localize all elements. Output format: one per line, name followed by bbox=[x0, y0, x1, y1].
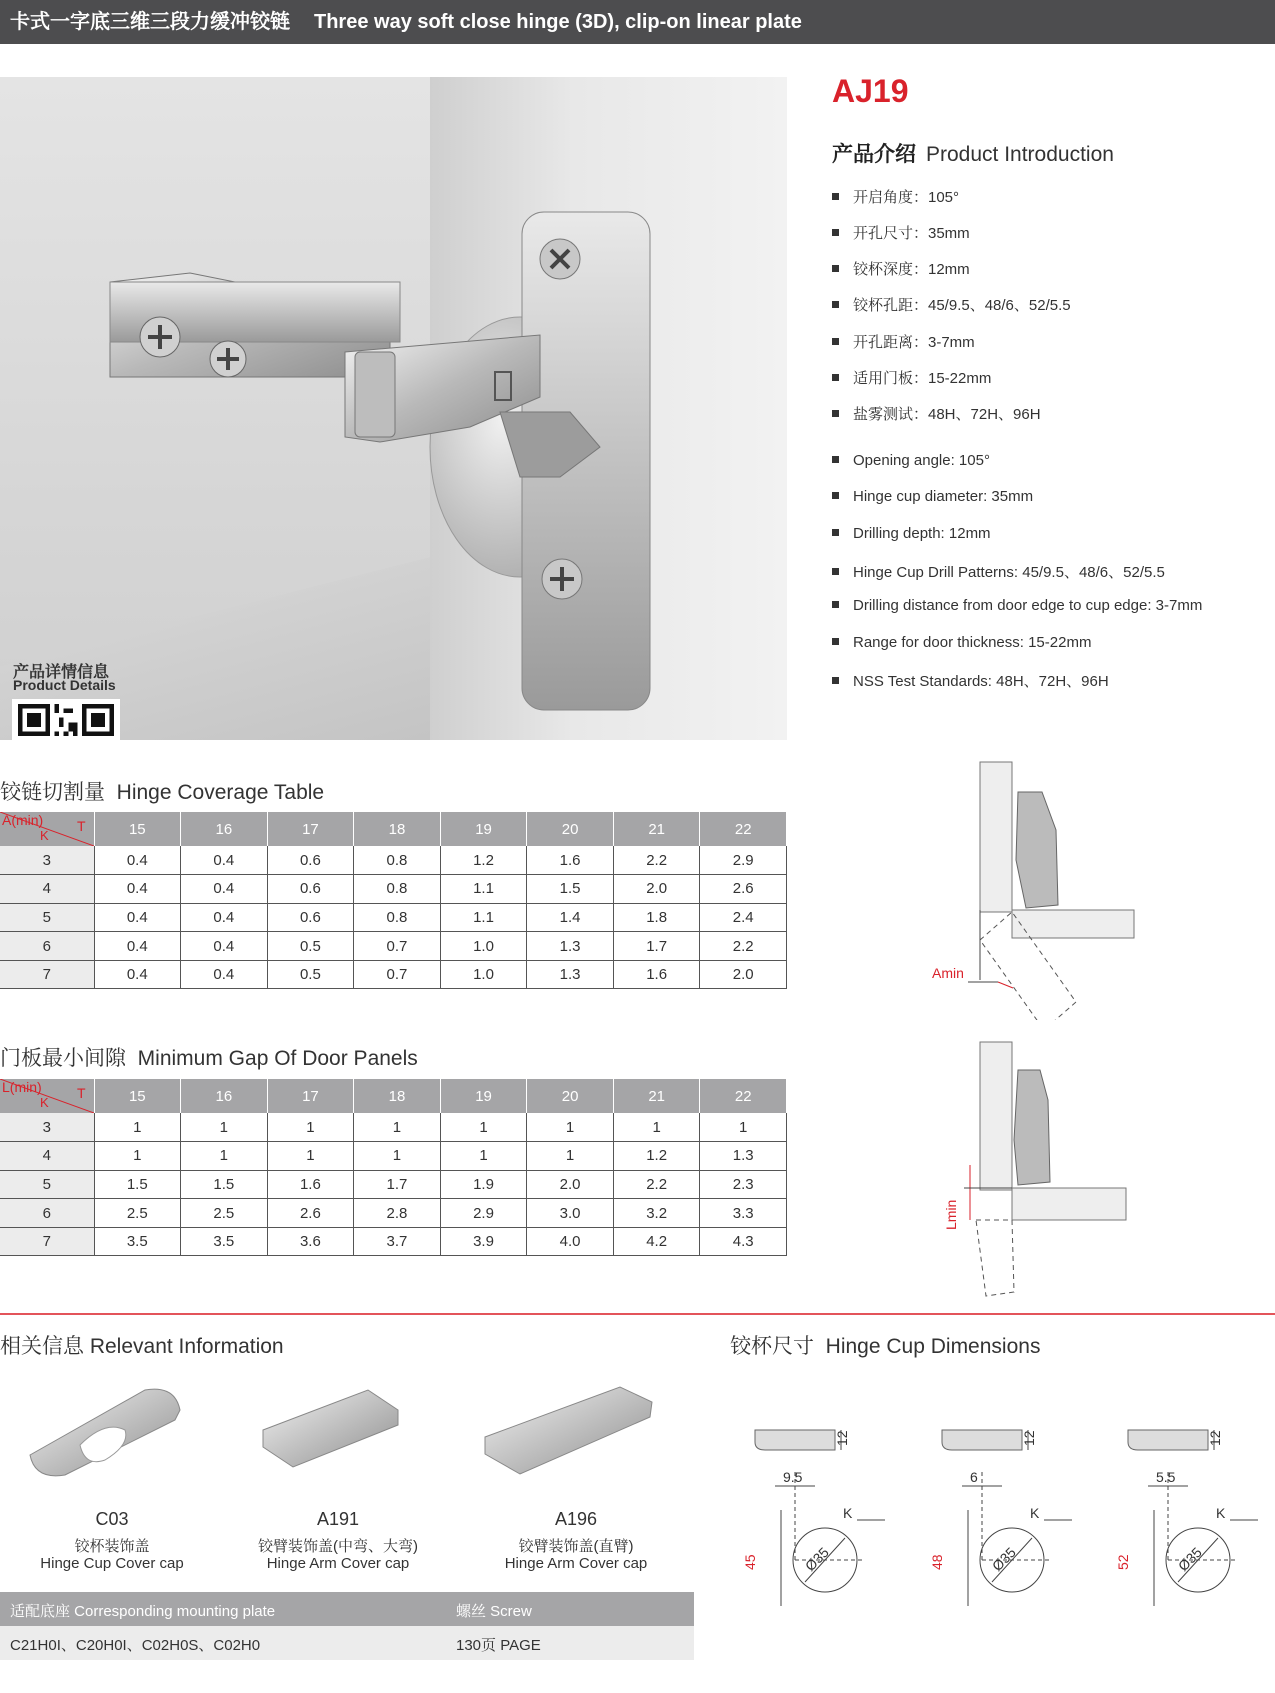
mount-table-row bbox=[0, 1626, 694, 1660]
table-corner bbox=[0, 812, 94, 846]
cup-offset-label: 5.5 bbox=[1156, 1469, 1176, 1485]
cap-name-en: Hinge Arm Cover cap bbox=[504, 1555, 648, 1572]
table-row bbox=[0, 960, 787, 989]
table-cell: 0.8 bbox=[354, 875, 441, 904]
table-cell: 2.3 bbox=[700, 1170, 787, 1199]
table-cell: 1.3 bbox=[527, 960, 614, 989]
table-cell: 2.8 bbox=[354, 1199, 441, 1228]
cap-name-en: Hinge Cup Cover cap bbox=[40, 1555, 184, 1572]
spec-item: 开孔距离：3-7mm bbox=[832, 331, 975, 352]
cup-dimension-drawing bbox=[735, 1410, 895, 1610]
cup-k-label: K bbox=[1216, 1505, 1226, 1521]
table-cell: 1.7 bbox=[354, 1170, 441, 1199]
coverage-title-cn: 铰链切割量 bbox=[0, 781, 105, 804]
corner-t-label: T bbox=[76, 1085, 86, 1101]
cup-offset-label: 6 bbox=[970, 1469, 978, 1485]
header-title-en: Three way soft close hinge (3D), clip-on linear plate bbox=[314, 11, 802, 33]
amin-label: Amin bbox=[932, 965, 964, 981]
table-cell: 0.4 bbox=[94, 903, 181, 932]
cup-dimension-drawing bbox=[1108, 1410, 1268, 1610]
table-cell: 1.5 bbox=[94, 1170, 181, 1199]
intro-title-cn: 产品介绍 bbox=[832, 143, 916, 166]
corner-k-label: K bbox=[40, 828, 49, 843]
column-header: 22 bbox=[700, 812, 787, 846]
column-header: 18 bbox=[354, 1079, 441, 1113]
product-photo bbox=[0, 77, 787, 740]
corner-k-label: K bbox=[40, 1095, 49, 1110]
cap-name-cn: 铰杯装饰盖 bbox=[74, 1538, 150, 1555]
corner-row-label: A(min) bbox=[2, 812, 44, 828]
header-title-cn: 卡式一字底三维三段力缓冲铰链 bbox=[10, 11, 290, 33]
table-row bbox=[0, 846, 787, 875]
table-cell: 1 bbox=[613, 1113, 700, 1142]
column-header: 16 bbox=[181, 1079, 268, 1113]
table-cell: 0.4 bbox=[94, 875, 181, 904]
table-cell: 0.4 bbox=[181, 960, 268, 989]
spec-item: 盐雾测试：48H、72H、96H bbox=[832, 403, 1041, 424]
table-cell: 1.8 bbox=[613, 903, 700, 932]
table-cell: 1 bbox=[354, 1142, 441, 1171]
cap-name-en: Hinge Arm Cover cap bbox=[266, 1555, 410, 1572]
table-row bbox=[0, 1113, 787, 1142]
table-cell: 1 bbox=[700, 1113, 787, 1142]
table-row bbox=[0, 1227, 787, 1256]
mount-value: C21H0I、C20H0I、C02H0S、C02H0 bbox=[10, 1637, 261, 1654]
column-header: 22 bbox=[700, 1079, 787, 1113]
mount-table-header bbox=[0, 1592, 694, 1626]
spec-item: 开启角度：105° bbox=[832, 186, 959, 207]
table-cell: 1.7 bbox=[613, 932, 700, 961]
table-cell: 2.6 bbox=[267, 1199, 354, 1228]
table-cell: 1 bbox=[267, 1113, 354, 1142]
cup-dimension-drawing bbox=[922, 1410, 1082, 1610]
qr-code[interactable] bbox=[12, 699, 120, 740]
row-header-cell: 6 bbox=[0, 932, 94, 961]
table-cell: 4.3 bbox=[700, 1227, 787, 1256]
table-cell: 1 bbox=[94, 1113, 181, 1142]
cup-k-label: K bbox=[843, 1505, 853, 1521]
table-cell: 2.6 bbox=[700, 875, 787, 904]
table-cell: 2.0 bbox=[613, 875, 700, 904]
table-row bbox=[0, 1170, 787, 1199]
table-cell: 0.8 bbox=[354, 903, 441, 932]
row-header-cell: 4 bbox=[0, 875, 94, 904]
column-header: 20 bbox=[527, 812, 614, 846]
column-header: 16 bbox=[181, 812, 268, 846]
table-cell: 0.7 bbox=[354, 960, 441, 989]
spec-item: Drilling distance from door edge to cup edge: 3-7mm bbox=[832, 597, 1202, 614]
table-cell: 2.9 bbox=[440, 1199, 527, 1228]
table-cell: 1 bbox=[440, 1113, 527, 1142]
product-details-label-cn: 产品详情信息 bbox=[13, 664, 110, 681]
table-cell: 1.0 bbox=[440, 960, 527, 989]
cup-depth-label: 12 bbox=[834, 1430, 850, 1446]
cap-name-cn: 铰臂装饰盖(直臂) bbox=[518, 1538, 634, 1555]
table-row bbox=[0, 875, 787, 904]
column-header: 21 bbox=[613, 812, 700, 846]
table-cell: 2.2 bbox=[613, 1170, 700, 1199]
table-cell: 1 bbox=[527, 1142, 614, 1171]
gap-table bbox=[0, 1079, 787, 1256]
gap-title-cn: 门板最小间隙 bbox=[0, 1047, 126, 1070]
column-header: 19 bbox=[440, 812, 527, 846]
cap-code: C03 bbox=[95, 1509, 129, 1529]
table-cell: 1.2 bbox=[613, 1142, 700, 1171]
table-cell: 1 bbox=[440, 1142, 527, 1171]
table-cell: 0.5 bbox=[267, 932, 354, 961]
page-header bbox=[0, 0, 1275, 44]
table-cell: 2.9 bbox=[700, 846, 787, 875]
spec-item: Hinge Cup Drill Patterns: 45/9.5、48/6、52/5.5 bbox=[832, 561, 1165, 582]
table-cell: 1.1 bbox=[440, 875, 527, 904]
gap-diagram bbox=[930, 1040, 1130, 1300]
spec-item: 铰杯孔距：45/9.5、48/6、52/5.5 bbox=[832, 294, 1071, 315]
table-cell: 2.2 bbox=[613, 846, 700, 875]
spec-item: 铰杯深度：12mm bbox=[832, 258, 970, 279]
column-header: 17 bbox=[267, 812, 354, 846]
row-header-cell: 5 bbox=[0, 1170, 94, 1199]
table-cell: 1.0 bbox=[440, 932, 527, 961]
row-header-cell: 4 bbox=[0, 1142, 94, 1171]
table-cell: 1 bbox=[181, 1142, 268, 1171]
table-cell: 1 bbox=[181, 1113, 268, 1142]
screw-value: 130页 PAGE bbox=[456, 1637, 541, 1654]
cup-distance-label: 52 bbox=[1115, 1554, 1131, 1570]
cup-distance-label: 45 bbox=[742, 1554, 758, 1570]
cup-diameter-label: Ø35 bbox=[801, 1544, 832, 1575]
table-cell: 3.5 bbox=[181, 1227, 268, 1256]
table-row bbox=[0, 932, 787, 961]
lmin-label: Lmin bbox=[943, 1199, 959, 1230]
cup-diameter-label: Ø35 bbox=[1174, 1544, 1205, 1575]
table-cell: 0.4 bbox=[94, 846, 181, 875]
row-header-cell: 5 bbox=[0, 903, 94, 932]
intro-title-en: Product Introduction bbox=[926, 143, 1114, 166]
table-cell: 1.4 bbox=[527, 903, 614, 932]
table-cell: 3.7 bbox=[354, 1227, 441, 1256]
coverage-diagram bbox=[908, 760, 1138, 1020]
table-cell: 2.0 bbox=[700, 960, 787, 989]
table-cell: 3.0 bbox=[527, 1199, 614, 1228]
table-cell: 3.3 bbox=[700, 1199, 787, 1228]
table-row bbox=[0, 1142, 787, 1171]
table-cell: 0.4 bbox=[94, 960, 181, 989]
spec-item: Range for door thickness: 15-22mm bbox=[832, 634, 1091, 651]
table-cell: 2.0 bbox=[527, 1170, 614, 1199]
column-header: 20 bbox=[527, 1079, 614, 1113]
coverage-title-en: Hinge Coverage Table bbox=[116, 781, 325, 804]
column-header: 18 bbox=[354, 812, 441, 846]
a196-cap-image bbox=[480, 1382, 655, 1482]
cup-k-label: K bbox=[1030, 1505, 1040, 1521]
row-header-cell: 3 bbox=[0, 1113, 94, 1142]
table-cell: 1.5 bbox=[527, 875, 614, 904]
coverage-table bbox=[0, 812, 787, 989]
cup-offset-label: 9.5 bbox=[783, 1469, 803, 1485]
screw-header-label: 螺丝 Screw bbox=[456, 1603, 532, 1620]
cup-dims-title-en: Hinge Cup Dimensions bbox=[825, 1335, 1041, 1358]
product-details-label-en: Product Details bbox=[13, 677, 116, 693]
table-cell: 2.2 bbox=[700, 932, 787, 961]
spec-item: NSS Test Standards: 48H、72H、96H bbox=[832, 670, 1109, 691]
table-cell: 0.6 bbox=[267, 903, 354, 932]
c03-cap-image bbox=[25, 1385, 185, 1480]
table-cell: 0.4 bbox=[181, 932, 268, 961]
table-cell: 0.4 bbox=[94, 932, 181, 961]
table-cell: 0.7 bbox=[354, 932, 441, 961]
table-cell: 1.6 bbox=[527, 846, 614, 875]
table-cell: 1.1 bbox=[440, 903, 527, 932]
table-cell: 0.6 bbox=[267, 846, 354, 875]
table-cell: 1 bbox=[94, 1142, 181, 1171]
table-cell: 2.4 bbox=[700, 903, 787, 932]
mount-header-label: 适配底座 Corresponding mounting plate bbox=[10, 1603, 276, 1620]
table-cell: 1 bbox=[267, 1142, 354, 1171]
table-cell: 0.4 bbox=[181, 875, 268, 904]
column-header: 17 bbox=[267, 1079, 354, 1113]
table-cell: 1 bbox=[354, 1113, 441, 1142]
row-header-cell: 7 bbox=[0, 1227, 94, 1256]
table-cell: 1.2 bbox=[440, 846, 527, 875]
corner-row-label: L(min) bbox=[2, 1079, 42, 1095]
row-header-cell: 7 bbox=[0, 960, 94, 989]
table-cell: 2.5 bbox=[94, 1199, 181, 1228]
spec-item: Drilling depth: 12mm bbox=[832, 525, 991, 542]
table-cell: 1 bbox=[527, 1113, 614, 1142]
cup-dims-title-cn: 铰杯尺寸 bbox=[730, 1335, 814, 1358]
table-cell: 1.6 bbox=[267, 1170, 354, 1199]
cup-depth-label: 12 bbox=[1021, 1430, 1037, 1446]
column-header: 15 bbox=[94, 812, 181, 846]
column-header: 15 bbox=[94, 1079, 181, 1113]
coverage-title bbox=[0, 776, 324, 806]
spec-item: Hinge cup diameter: 35mm bbox=[832, 488, 1033, 505]
spec-item: 开孔尺寸：35mm bbox=[832, 222, 970, 243]
relevant-title: 相关信息 Relevant Information bbox=[0, 1335, 284, 1358]
spec-item: Opening angle: 105° bbox=[832, 452, 990, 469]
row-header-cell: 3 bbox=[0, 846, 94, 875]
table-cell: 2.5 bbox=[181, 1199, 268, 1228]
table-cell: 1.6 bbox=[613, 960, 700, 989]
table-cell: 1.3 bbox=[527, 932, 614, 961]
hinge-illustration bbox=[0, 77, 787, 740]
table-cell: 0.6 bbox=[267, 875, 354, 904]
cup-distance-label: 48 bbox=[929, 1554, 945, 1570]
spec-item: 适用门板：15-22mm bbox=[832, 367, 991, 388]
table-cell: 0.4 bbox=[181, 846, 268, 875]
column-header: 19 bbox=[440, 1079, 527, 1113]
row-header-cell: 6 bbox=[0, 1199, 94, 1228]
cap-name-cn: 铰臂装饰盖(中弯、大弯) bbox=[258, 1538, 418, 1555]
intro-title bbox=[832, 138, 1114, 168]
cup-diameter-label: Ø35 bbox=[988, 1544, 1019, 1575]
table-row bbox=[0, 1199, 787, 1228]
table-cell: 3.5 bbox=[94, 1227, 181, 1256]
gap-title-en: Minimum Gap Of Door Panels bbox=[137, 1047, 418, 1070]
table-cell: 3.6 bbox=[267, 1227, 354, 1256]
table-cell: 3.2 bbox=[613, 1199, 700, 1228]
column-header: 21 bbox=[613, 1079, 700, 1113]
table-cell: 1.9 bbox=[440, 1170, 527, 1199]
cup-depth-label: 12 bbox=[1207, 1430, 1223, 1446]
table-cell: 4.2 bbox=[613, 1227, 700, 1256]
table-cell: 0.5 bbox=[267, 960, 354, 989]
cap-code: A196 bbox=[554, 1509, 598, 1529]
table-row bbox=[0, 903, 787, 932]
table-corner bbox=[0, 1079, 94, 1113]
a191-cap-image bbox=[258, 1385, 403, 1475]
table-cell: 3.9 bbox=[440, 1227, 527, 1256]
corner-t-label: T bbox=[76, 818, 86, 834]
cup-dims-title bbox=[730, 1330, 1040, 1360]
cap-code: A191 bbox=[316, 1509, 360, 1529]
model-number: AJ19 bbox=[832, 73, 909, 109]
qr-code-icon bbox=[17, 704, 115, 740]
table-cell: 1.3 bbox=[700, 1142, 787, 1171]
section-divider bbox=[0, 1313, 1275, 1315]
table-cell: 1.5 bbox=[181, 1170, 268, 1199]
gap-title bbox=[0, 1042, 418, 1072]
table-cell: 0.4 bbox=[181, 903, 268, 932]
table-cell: 0.8 bbox=[354, 846, 441, 875]
table-cell: 4.0 bbox=[527, 1227, 614, 1256]
